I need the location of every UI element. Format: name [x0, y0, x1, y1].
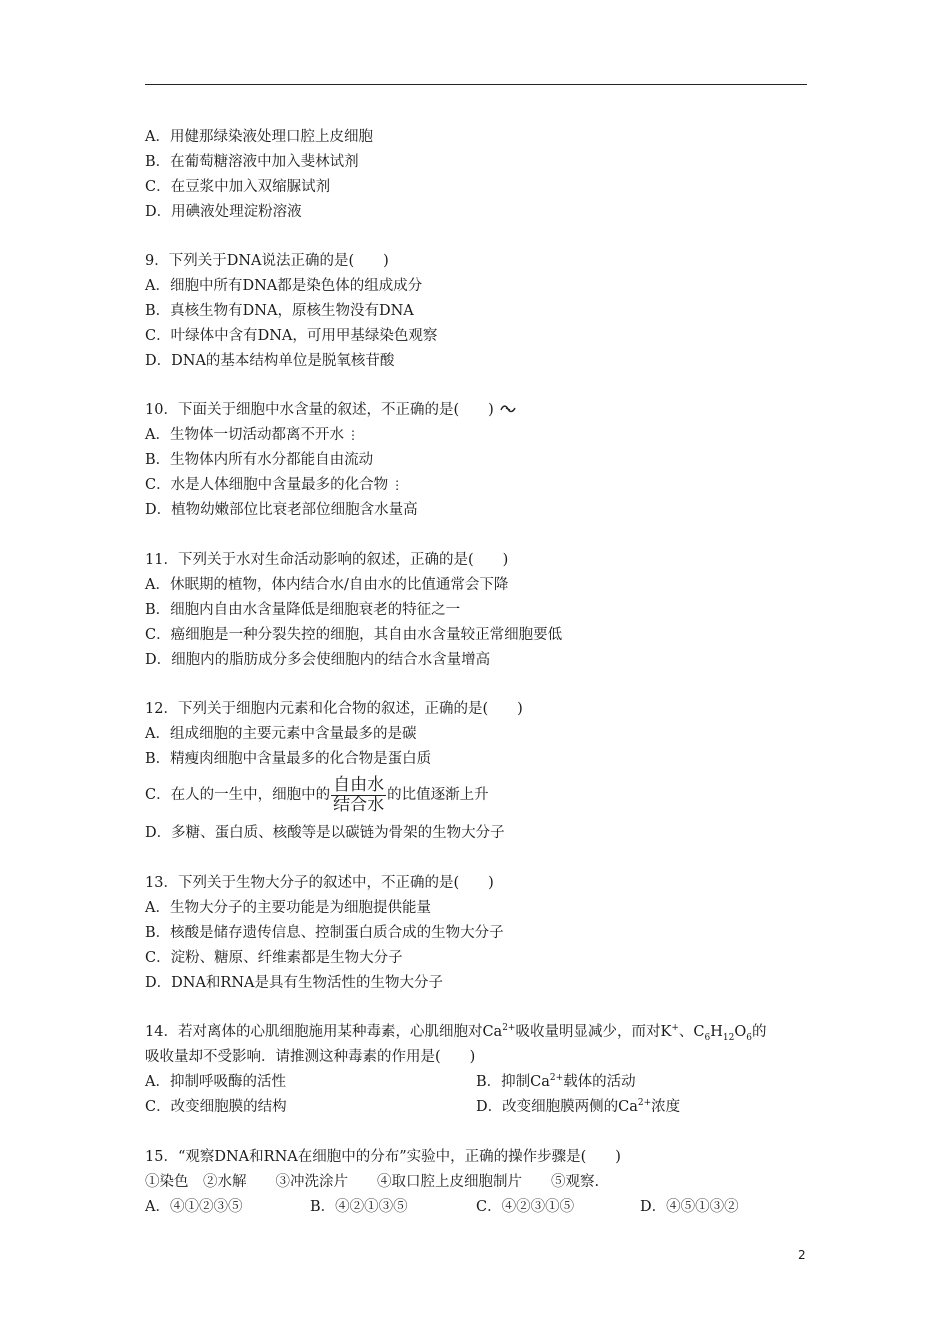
q12-option-b: B．精瘦肉细胞中含量最多的化合物是蛋白质: [145, 751, 432, 767]
water-ratio-fraction: [331, 776, 386, 815]
q14-stem-line2: 吸收量却不受影响．请推测这种毒素的作用是( ): [145, 1049, 476, 1065]
q9-option-b: B．真核生物有DNA，原核生物没有DNA: [145, 303, 414, 319]
fraction-denominator: 结合水: [333, 794, 385, 815]
q13-option-a: A．生物大分子的主要功能是为细胞提供能量: [145, 900, 431, 916]
q14-option-c: C．改变细胞膜的结构: [145, 1099, 287, 1115]
dot-mark: ⋮: [346, 428, 359, 442]
q9-option-d: D．DNA的基本结构单位是脱氧核苷酸: [145, 353, 395, 369]
q14-stem-line1: [145, 1022, 766, 1042]
q8-option-c: C．在豆浆中加入双缩脲试剂: [145, 179, 331, 195]
q8-option-a: A．用健那绿染液处理口腔上皮细胞: [145, 129, 373, 145]
q10-option-a-text: A．生物体一切活动都离不开水: [145, 427, 344, 443]
q9-option-c: C．叶绿体中含有DNA，可用甲基绿染色观察: [145, 328, 438, 344]
fraction-numerator: 自由水: [333, 774, 385, 795]
q13-option-d: D．DNA和RNA是具有生物活性的生物大分子: [145, 975, 443, 991]
subscript: 6: [746, 1032, 752, 1043]
q10-option-d: D．植物幼嫩部位比衰老部位细胞含水量高: [145, 502, 418, 518]
q13-stem: 13．下列关于生物大分子的叙述中，不正确的是( ): [145, 875, 494, 891]
q14-text: D．改变细胞膜两侧的Ca: [476, 1099, 638, 1115]
q11-stem: 11．下列关于水对生命活动影响的叙述，正确的是( ): [145, 552, 509, 568]
q10-stem-text: 10．下面关于细胞中水含量的叙述，不正确的是( ): [145, 402, 494, 418]
q13-option-c: C．淀粉、糖原、纤维素都是生物大分子: [145, 950, 403, 966]
q14-text: H: [710, 1024, 723, 1040]
subscript: 6: [704, 1032, 711, 1043]
q10-option-c: [145, 475, 403, 495]
q12-option-c: [145, 774, 489, 816]
q15-option-b: B．④②①③⑤: [310, 1199, 408, 1215]
q10-stem: [145, 400, 516, 421]
q14-option-b: [476, 1072, 636, 1092]
q15-stem: 15．“观察DNA和RNA在细胞中的分布”实验中，正确的操作步骤是( ): [145, 1149, 621, 1165]
q14-option-d: [476, 1097, 680, 1117]
q12-option-a: A．组成细胞的主要元素中含量最多的是碳: [145, 726, 417, 742]
q12-option-c-prefix: C．在人的一生中，细胞中的: [145, 787, 331, 803]
q14-text: B．抑制Ca: [476, 1074, 550, 1090]
q12-option-d: D．多糖、蛋白质、核酸等是以碳链为骨架的生物大分子: [145, 825, 505, 841]
dot-mark: ⋮: [391, 478, 404, 492]
q14-text: 载体的活动: [563, 1074, 636, 1090]
scribble-mark-icon: [500, 401, 516, 421]
q10-option-b: B．生物体内所有水分都能自由流动: [145, 452, 374, 468]
q11-option-d: D．细胞内的脂肪成分多会使细胞内的结合水含量增高: [145, 652, 491, 668]
q15-option-a: A．④①②③⑤: [145, 1199, 243, 1215]
subscript: 12: [722, 1032, 735, 1043]
q9-option-a: A．细胞中所有DNA都是染色体的组成成分: [145, 278, 423, 294]
q10-option-a: [145, 425, 359, 445]
q11-option-c: C．癌细胞是一种分裂失控的细胞，其自由水含量较正常细胞要低: [145, 627, 563, 643]
q15-option-d: D．④⑤①③②: [640, 1199, 739, 1215]
q15-steps: ①染色 ②水解 ③冲洗涂片 ④取口腔上皮细胞制片 ⑤观察.: [145, 1174, 600, 1190]
q14-option-a: A．抑制呼吸酶的活性: [145, 1074, 286, 1090]
q12-option-c-suffix: 的比值逐渐上升: [387, 787, 489, 803]
superscript: 2+: [637, 1098, 652, 1109]
superscript: 2+: [549, 1073, 564, 1084]
superscript: +: [671, 1023, 679, 1034]
page-number: 2: [798, 1248, 806, 1262]
q14-text: 浓度: [651, 1099, 681, 1115]
q14-text: O: [734, 1024, 747, 1040]
q10-option-c-text: C．水是人体细胞中含量最多的化合物: [145, 477, 389, 493]
superscript: 2+: [502, 1023, 516, 1034]
q14-text: 的: [751, 1024, 767, 1040]
q14-text: 14．若对离体的心肌细胞施用某种毒素，心肌细胞对Ca: [145, 1024, 503, 1040]
q14-text: 吸收量明显减少，而对K: [515, 1024, 672, 1040]
q15-option-c: C．④②③①⑤: [476, 1199, 575, 1215]
q14-text: 、C: [678, 1024, 705, 1040]
q13-option-b: B．核酸是储存遗传信息、控制蛋白质合成的生物大分子: [145, 925, 504, 941]
q11-option-a: A．休眠期的植物，体内结合水/自由水的比值通常会下降: [145, 577, 509, 593]
q12-stem: 12．下列关于细胞内元素和化合物的叙述，正确的是( ): [145, 701, 523, 717]
q8-option-d: D．用碘液处理淀粉溶液: [145, 204, 302, 220]
q9-stem: 9．下列关于DNA说法正确的是( ): [145, 253, 389, 269]
q8-option-b: B．在葡萄糖溶液中加入斐林试剂: [145, 154, 359, 170]
q11-option-b: B．细胞内自由水含量降低是细胞衰老的特征之一: [145, 602, 461, 618]
header-rule: [145, 84, 807, 85]
